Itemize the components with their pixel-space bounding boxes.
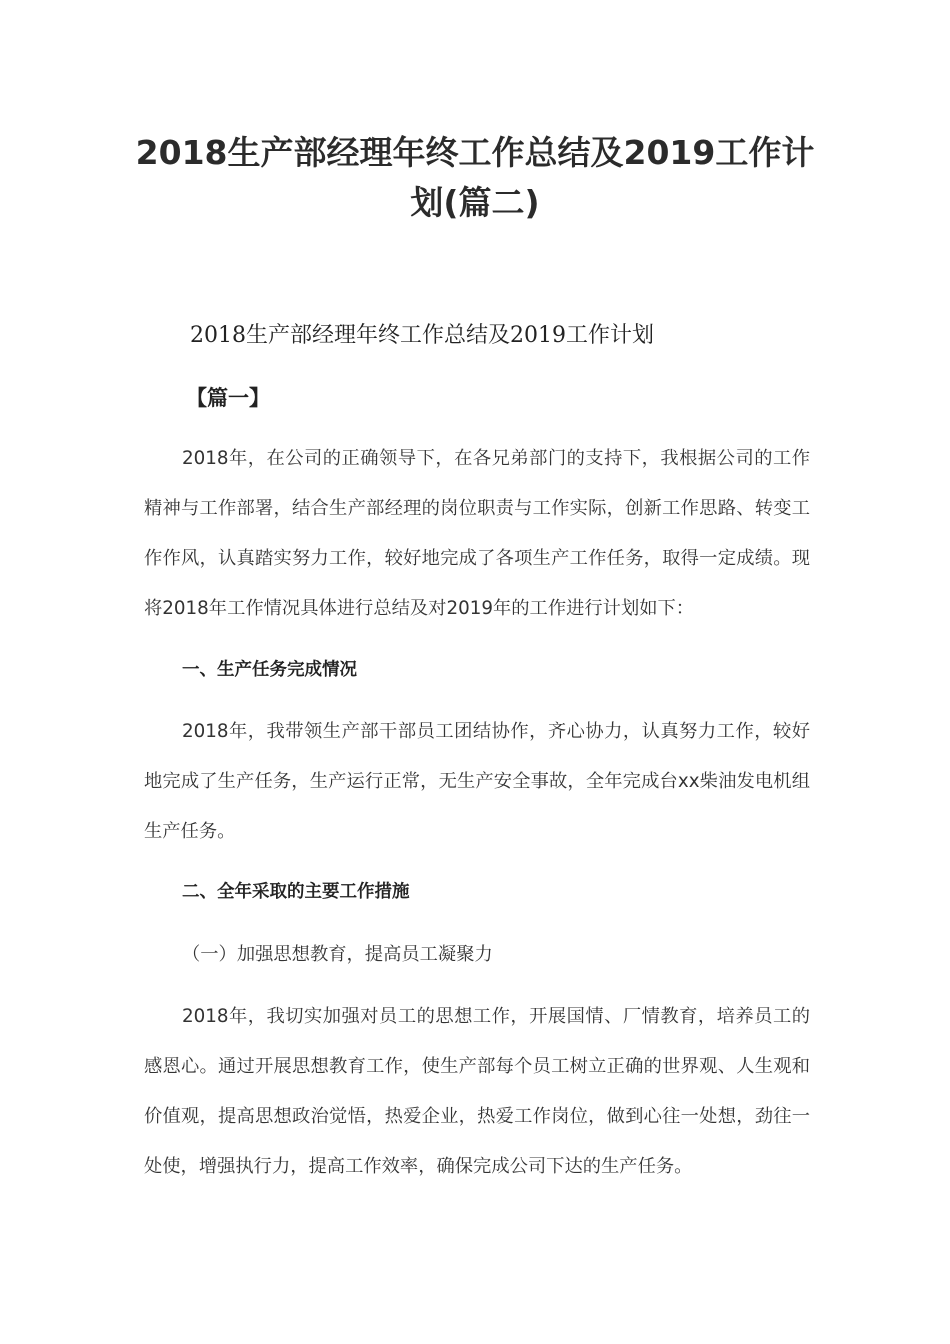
- paragraph-ideological-education: 2018年，我切实加强对员工的思想工作，开展国情、厂情教育，培养员工的感恩心。通过开展思想教育工作，使生产部每个员工树立正确的世界观、人生观和价值观，提高思想政治觉悟，热爱企业，热爱工作岗位，做到心往一处想，劲往一处使，增强执行力，提高工作效率，确保完成公司下达的生产任务。: [144, 1006, 810, 1177]
- heading-main-measures: 二、全年采取的主要工作措施: [182, 882, 410, 902]
- heading-production-tasks: 一、生产任务完成情况: [182, 660, 357, 680]
- section-mark-part-one: 【篇一】: [186, 386, 270, 410]
- document-subtitle: 2018生产部经理年终工作总结及2019工作计划: [190, 323, 654, 348]
- document-title: 2018生产部经理年终工作总结及2019工作计划(篇二): [135, 133, 815, 222]
- intro-paragraph: 2018年，在公司的正确领导下，在各兄弟部门的支持下，我根据公司的工作精神与工作部署，结合生产部经理的岗位职责与工作实际，创新工作思路、转变工作作风，认真踏实努力工作，较好地完成了各项生产工作任务，取得一定成绩。现将2018年工作情况具体进行总结及对2019年的工作进行计划如下：: [144, 448, 810, 619]
- paragraph-production-tasks: 2018年，我带领生产部干部员工团结协作，齐心协力，认真努力工作，较好地完成了生产任务，生产运行正常，无生产安全事故，全年完成台xx柴油发电机组生产任务。: [144, 721, 810, 842]
- subheading-ideological-education: （一）加强思想教育，提高员工凝聚力: [182, 944, 493, 965]
